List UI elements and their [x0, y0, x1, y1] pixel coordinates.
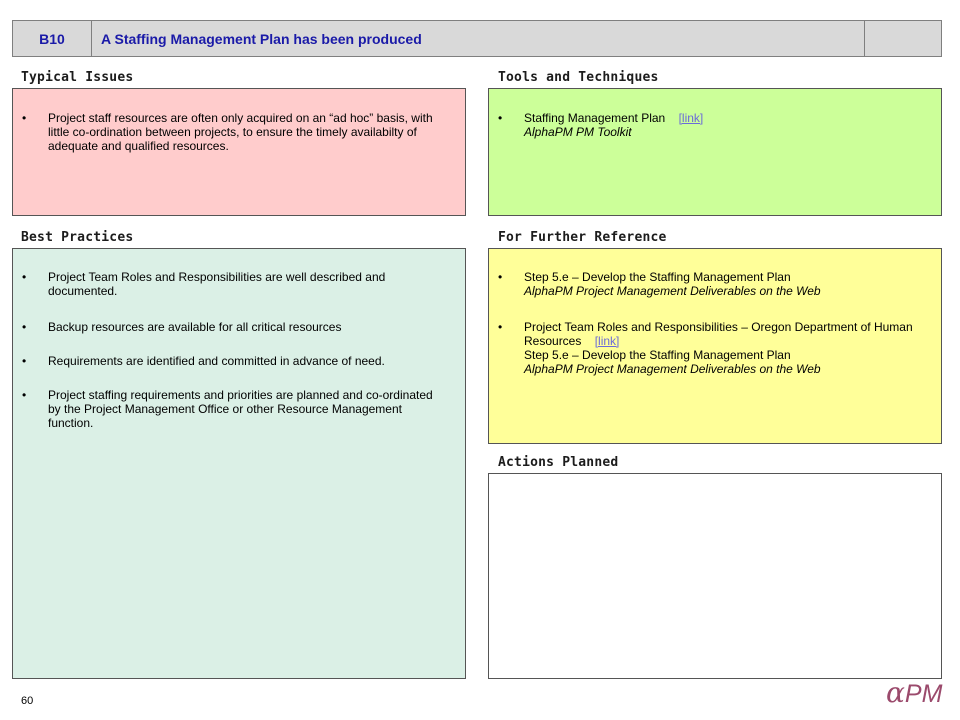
alpha-pm-logo [886, 676, 942, 709]
further-reference-title: For Further Reference [498, 230, 667, 245]
list-item: • Project Team Roles and Responsibilities are well described and documented. [13, 270, 465, 298]
tool-link[interactable]: [link] [678, 111, 704, 125]
tools-techniques-title: Tools and Techniques [498, 70, 659, 85]
actions-planned-title: Actions Planned [498, 455, 619, 470]
page-number: 60 [21, 695, 34, 707]
reference-step: Step 5.e – Develop the Staffing Management Plan [524, 270, 791, 284]
list-item: • Requirements are identified and committed in advance of need. [13, 354, 465, 368]
section-code: B10 [13, 21, 92, 56]
reference-source: AlphaPM Project Management Deliverables on the Web [524, 284, 821, 298]
logo-alpha: α [886, 676, 905, 709]
logo-text: PM [904, 680, 943, 708]
list-item [489, 320, 941, 376]
typical-issues-title: Typical Issues [21, 70, 134, 85]
best-practices-title: Best Practices [21, 230, 134, 245]
reference-link[interactable]: [link] [594, 334, 620, 348]
tool-name: Staffing Management Plan [524, 111, 666, 125]
tools-techniques-box [488, 88, 942, 216]
reference-step: Step 5.e – Develop the Staffing Management Plan [524, 348, 791, 362]
actions-planned-box[interactable] [488, 473, 942, 679]
page-title: A Staffing Management Plan has been produced [92, 21, 865, 56]
reference-source: AlphaPM Project Management Deliverables on the Web [524, 362, 821, 376]
list-item [489, 111, 941, 139]
header-blank-cell [865, 21, 941, 56]
tool-source: AlphaPM PM Toolkit [524, 125, 632, 139]
list-item: • Backup resources are available for all critical resources [13, 320, 465, 334]
further-reference-box [488, 248, 942, 444]
list-item: • Project staff resources are often only acquired on an “ad hoc” basis, with little co-ordination between projects, to ensure the timely availabilty of adequate and qualified resources. [13, 111, 465, 153]
list-item [489, 270, 941, 298]
best-practices-box [12, 248, 466, 679]
reference-title: Project Team Roles and Responsibilities – Oregon Department of Human Resources [524, 320, 913, 348]
typical-issues-box [12, 88, 466, 216]
list-item: • Project staffing requirements and priorities are planned and co-ordinated by the Project Management Office or other Resource Management function. [13, 388, 465, 430]
header-bar [12, 20, 942, 57]
